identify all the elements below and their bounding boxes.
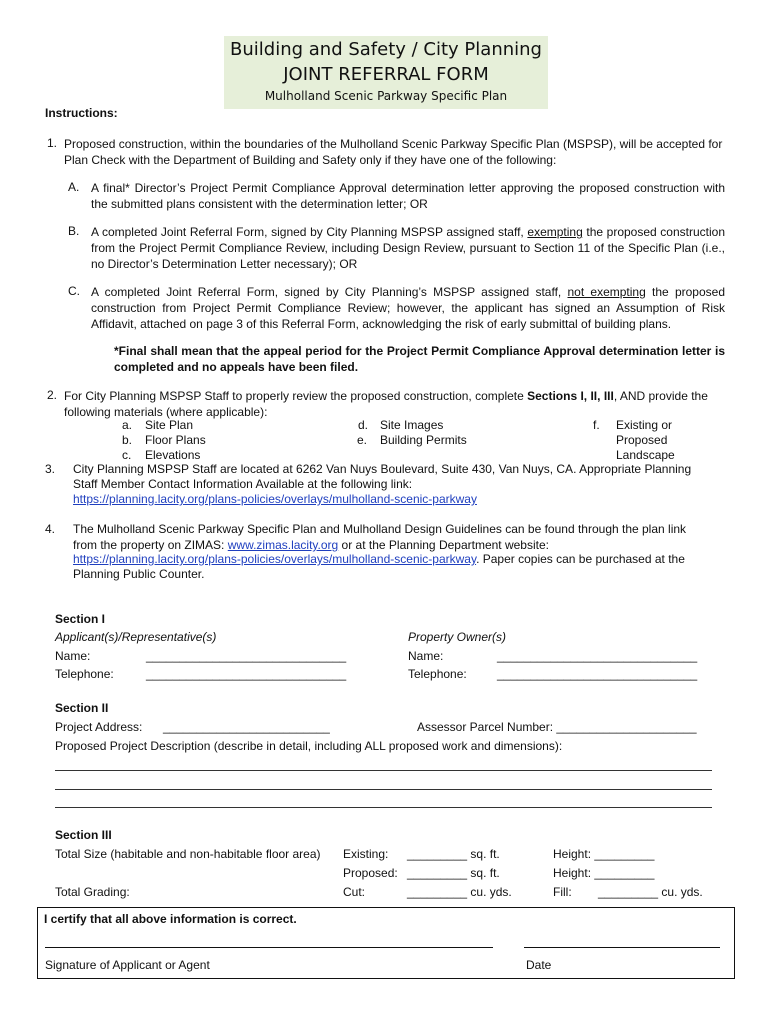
description-line-2[interactable]: [55, 789, 712, 790]
applicant-heading: Applicant(s)/Representative(s): [55, 630, 217, 644]
material-label-c: c.: [122, 448, 132, 462]
proposed-sqft-field[interactable]: _________ sq. ft.: [407, 866, 500, 880]
section3-title: Section III: [55, 828, 112, 842]
applicant-name-field[interactable]: ______________________________: [146, 649, 347, 663]
material-label-b: b.: [122, 433, 133, 447]
header-plan-name: Mulholland Scenic Parkway Specific Plan: [264, 89, 508, 103]
header-subtitle: JOINT REFERRAL FORM: [283, 64, 489, 85]
owner-telephone-field[interactable]: ______________________________: [497, 667, 698, 681]
item3-line1: City Planning MSPSP Staff are located at 6262 Van Nuys Boulevard, Suite 430, Van Nuys, CA. Appropriate Planning: [73, 462, 692, 476]
owner-telephone-label: Telephone:: [408, 667, 467, 681]
project-address-label: Project Address:: [55, 720, 143, 734]
existing-label: Existing:: [343, 847, 389, 861]
description-line-3[interactable]: [55, 807, 712, 808]
fill-label: Fill:: [553, 885, 572, 899]
item1-b-text: A completed Joint Referral Form, signed by City Planning MSPSP assigned staff, exempting the proposed construction from the Project Permit Compliance Review, including Design Review, pursuant to Section 11 of the Specific Plan (i.e., no Director’s Determination Letter necessary); OR: [91, 225, 726, 271]
material-site-images: Site Images: [380, 418, 444, 432]
material-floor-plans: Floor Plans: [145, 433, 206, 447]
item4-line2: from the property on ZIMAS: www.zimas.lacity.org or at the Planning Department website:: [73, 538, 549, 552]
owner-heading: Property Owner(s): [408, 630, 507, 644]
date-label: Date: [526, 958, 552, 972]
cut-label: Cut:: [343, 885, 366, 899]
item1-text: Proposed construction, within the boundaries of the Mulholland Scenic Parkway Specific Plan (MSPSP), will be accepted for Plan Check with the Department of Building and Safety only if they have one of the following:: [64, 137, 723, 167]
planning-website-link[interactable]: https://planning.lacity.org/plans-policies/overlays/mulholland-scenic-parkway: [73, 492, 477, 506]
signature-line[interactable]: [45, 947, 493, 948]
material-label-e: e.: [357, 433, 368, 447]
item2-text: For City Planning MSPSP Staff to properly review the proposed construction, complete Sections I, II, III, AND provide the following materials (where applicable):: [64, 389, 708, 419]
applicant-name-label: Name:: [55, 649, 91, 663]
existing-sqft-field[interactable]: _________ sq. ft.: [407, 847, 500, 861]
material-site-plan: Site Plan: [145, 418, 194, 432]
material-label-a: a.: [122, 418, 133, 432]
material-elevations: Elevations: [145, 448, 201, 462]
form-header: [224, 36, 548, 109]
applicant-telephone-label: Telephone:: [55, 667, 114, 681]
material-landscape-line1: Existing or: [616, 418, 673, 432]
fill-field[interactable]: _________ cu. yds.: [598, 885, 703, 899]
item4-line1: The Mulholland Scenic Parkway Specific Plan and Mulholland Design Guidelines can be found through the plan link: [73, 522, 687, 536]
item4-number: 4.: [45, 522, 56, 536]
proposed-height-field[interactable]: Height: _________: [553, 866, 655, 880]
total-grading-label: Total Grading:: [55, 885, 130, 899]
material-landscape-line3: Landscape: [616, 448, 675, 462]
item1-number: 1.: [47, 136, 58, 150]
final-note: *Final shall mean that the appeal period for the Project Permit Compliance Approval determination letter is completed and no appeals have been filed.: [114, 344, 725, 374]
section2-title: Section II: [55, 701, 109, 715]
item1-c-text: A completed Joint Referral Form, signed by City Planning’s MSPSP assigned staff, not exempting the proposed construction from Project Permit Compliance Review; however, the applicant has signed an Assumption of Risk Affidavit, attached on page 3 of this Referral Form, acknowledging the risk of early submittal of building plans.: [91, 285, 725, 331]
item2-number: 2.: [47, 388, 58, 402]
material-label-d: d.: [358, 418, 369, 432]
date-line[interactable]: [524, 947, 720, 948]
applicant-telephone-field[interactable]: ______________________________: [146, 667, 347, 681]
section1-title: Section I: [55, 612, 106, 626]
signature-label: Signature of Applicant or Agent: [45, 958, 210, 972]
cut-field[interactable]: _________ cu. yds.: [407, 885, 512, 899]
certify-statement: I certify that all above information is correct.: [44, 912, 297, 926]
material-landscape-line2: Proposed: [616, 433, 668, 447]
item1-a-label: A.: [68, 180, 80, 194]
description-line-1[interactable]: [55, 770, 712, 771]
material-label-f: f.: [593, 418, 600, 432]
total-size-label: Total Size (habitable and non-habitable floor area): [55, 847, 321, 861]
item3-line2: Staff Member Contact Information Available at the following link:: [73, 477, 413, 491]
item1-c-label: C.: [68, 284, 80, 298]
item1-b-label: B.: [68, 224, 80, 238]
project-address-field[interactable]: _________________________: [163, 720, 330, 734]
instructions-label: Instructions:: [45, 106, 118, 120]
zimas-link[interactable]: www.zimas.lacity.org: [227, 538, 339, 552]
item3-number: 3.: [45, 462, 56, 476]
item4-line3: https://planning.lacity.org/plans-policies/overlays/mulholland-scenic-parkway. Paper copies can be purchased at the: [73, 552, 685, 566]
proposed-label: Proposed:: [343, 866, 398, 880]
material-building-permits: Building Permits: [380, 433, 467, 447]
item4-line4: Planning Public Counter.: [73, 567, 205, 581]
item1-a-text: A final* Director’s Project Permit Compliance Approval determination letter approving the proposed construction with the submitted plans consistent with the determination letter; OR: [91, 181, 725, 211]
planning-website-link-2[interactable]: https://planning.lacity.org/plans-policies/overlays/mulholland-scenic-parkway: [73, 552, 477, 566]
existing-height-field[interactable]: Height: _________: [553, 847, 655, 861]
owner-name-label: Name:: [408, 649, 444, 663]
owner-name-field[interactable]: ______________________________: [497, 649, 698, 663]
assessor-parcel-number-field[interactable]: Assessor Parcel Number: _____________________: [417, 720, 697, 734]
project-description-label: Proposed Project Description (describe in detail, including ALL proposed work and dimensions):: [55, 739, 563, 753]
header-title: Building and Safety / City Planning: [230, 39, 542, 60]
